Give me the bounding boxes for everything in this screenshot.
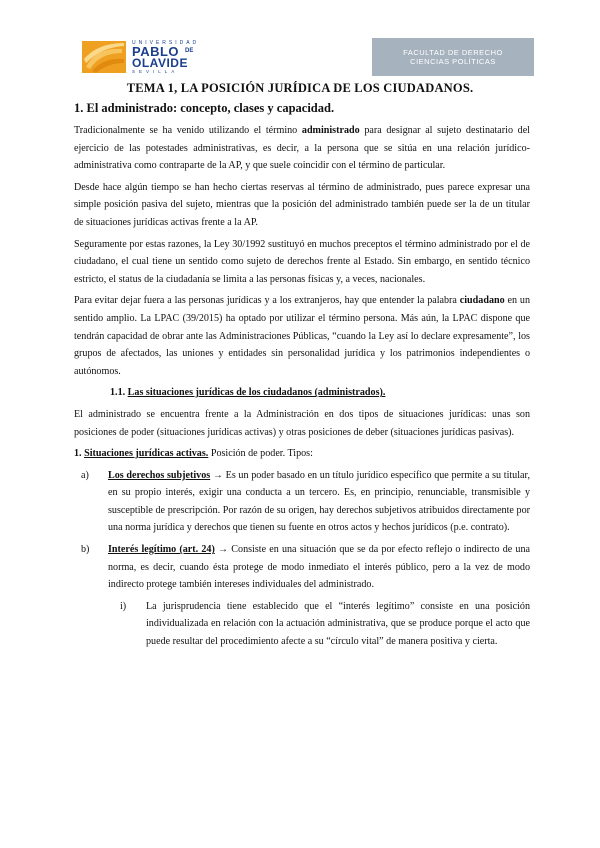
list-marker: a)	[81, 469, 89, 481]
paragraph-4	[74, 292, 530, 380]
university-city: SEVILLA	[132, 69, 179, 74]
university-label: UNIVERSIDAD	[132, 40, 200, 46]
university-name-pablo: PABLO	[132, 44, 180, 59]
paragraph-1	[74, 122, 530, 175]
term-administrado: administrado	[301, 125, 360, 136]
paragraph-1-text-end: para designar al sujeto destinatario del ejercicio de las potestades administrativas, es decir, a la persona que se sitúa en una relación jurídico-administrativa como contraparte de la AP, y que suele coincidir con el término de particular.	[74, 125, 530, 172]
paragraph-3: Seguramente por estas razones, la Ley 30/1992 sustituyó en muchos preceptos el término administrado por el de ciudadano, el cual tiene un sentido como sujeto de derechos frente al Estado. Sin embargo, en sentido técnico estricto, el status de la ciudadanía se limita a las personas físicas y, a veces, nacionales.	[74, 238, 530, 285]
university-name-de: DE	[185, 48, 194, 54]
active-label: Situaciones jurídicas activas.	[84, 448, 209, 460]
header-banner	[74, 38, 534, 76]
page-title: TEMA 1, LA POSICIÓN JURÍDICA DE LOS CIUDADANOS.	[126, 81, 474, 95]
item-a-body: → Es un poder basado en un título jurídico específico que permite a su titular, en su propio interés, exigir una conducta a un tercero. Es, en principio, renunciable, transmisible y susceptible de prescripción. Por razón de su origen, hay derechos subjetivos atribuidos directamente por una norma jurídica y derechos que tienen su fuente en otros actos y hechos jurídicos (p.e. contrato).	[108, 469, 530, 534]
paragraph-1-text: Tradicionalmente se ha venido utilizando el término	[74, 125, 302, 136]
active-number: 1.	[74, 448, 85, 460]
term-ciudadano: ciudadano	[459, 295, 505, 307]
list-item-text	[108, 541, 530, 594]
active-situations-heading	[74, 445, 530, 463]
document-body	[74, 100, 530, 655]
paragraph-2: Desde hace algún tiempo se han hecho ciertas reservas al término de administrado, pues parece expresar una simple posición pasiva del sujeto, mientras que la posición del administrado también puede ser la de un titular de situaciones jurídicas activas frente a la AP.	[74, 181, 530, 228]
paragraph-5: El administrado se encuentra frente a la Administración en dos tipos de situaciones jurídicas: unas son posiciones de poder (situaciones jurídicas activas) y otras posiciones de deber (situaciones jurídicas pasivas).	[74, 408, 530, 438]
item-b-label: Interés legítimo (art. 24)	[108, 544, 215, 556]
section-heading: 1. El administrado: concepto, clases y capacidad.	[74, 101, 335, 115]
paragraph-4-text-end: en un sentido amplio. La LPAC (39/2015) ha optado por utilizar el término persona. Más aún, la LPAC dispone que tendrán capacidad de obrar ante las Administraciones Públicas, “cuando la Ley así lo declare expresamente”, los grupos de afectados, las uniones y entidades sin personalidad jurídica y los patrimonios independientes o autónomos.	[74, 295, 530, 377]
university-emblem-icon	[82, 41, 126, 73]
list-marker: b)	[81, 544, 90, 556]
faculty-line-2: CIENCIAS POLÍTICAS	[410, 57, 496, 66]
item-a-label: Los derechos subjetivos	[108, 469, 211, 481]
faculty-line-1: FACULTAD DE DERECHO	[403, 48, 503, 57]
item-b-body: → Consiste en una situación que se da por efecto reflejo o indirecto de una norma, es decir, cuando ésta protege de modo inmediato el interés público, pero a la vez de modo indirecto protege también intereses individuales del administrado.	[108, 544, 531, 591]
subsection-title: Las situaciones jurídicas de los ciudadanos (administrados).	[127, 387, 386, 399]
list-item	[74, 541, 530, 594]
sub-list-item	[108, 598, 530, 651]
faculty-band	[372, 38, 534, 76]
sub-list-marker: i)	[120, 600, 127, 612]
list-item	[74, 467, 530, 537]
university-name-olavide: OLAVIDE	[132, 56, 188, 70]
list-item-text	[108, 467, 530, 537]
subsection-heading	[74, 384, 530, 402]
paragraph-4-text: Para evitar dejar fuera a las personas jurídicas y a los extranjeros, hay que entender la palabra	[74, 295, 460, 307]
subsection-number: 1.1.	[110, 387, 128, 399]
active-rest: Posición de poder. Tipos:	[208, 448, 313, 460]
sub-list-item-text: La jurisprudencia tiene establecido que el “interés legítimo” consiste en una posición individualizada en relación con la actuación administrativa, que se produce porque el acto que puede resultar del procedimiento afecte a su “círculo vital” de manera positiva y cierta.	[146, 600, 530, 648]
university-logo	[74, 38, 372, 76]
